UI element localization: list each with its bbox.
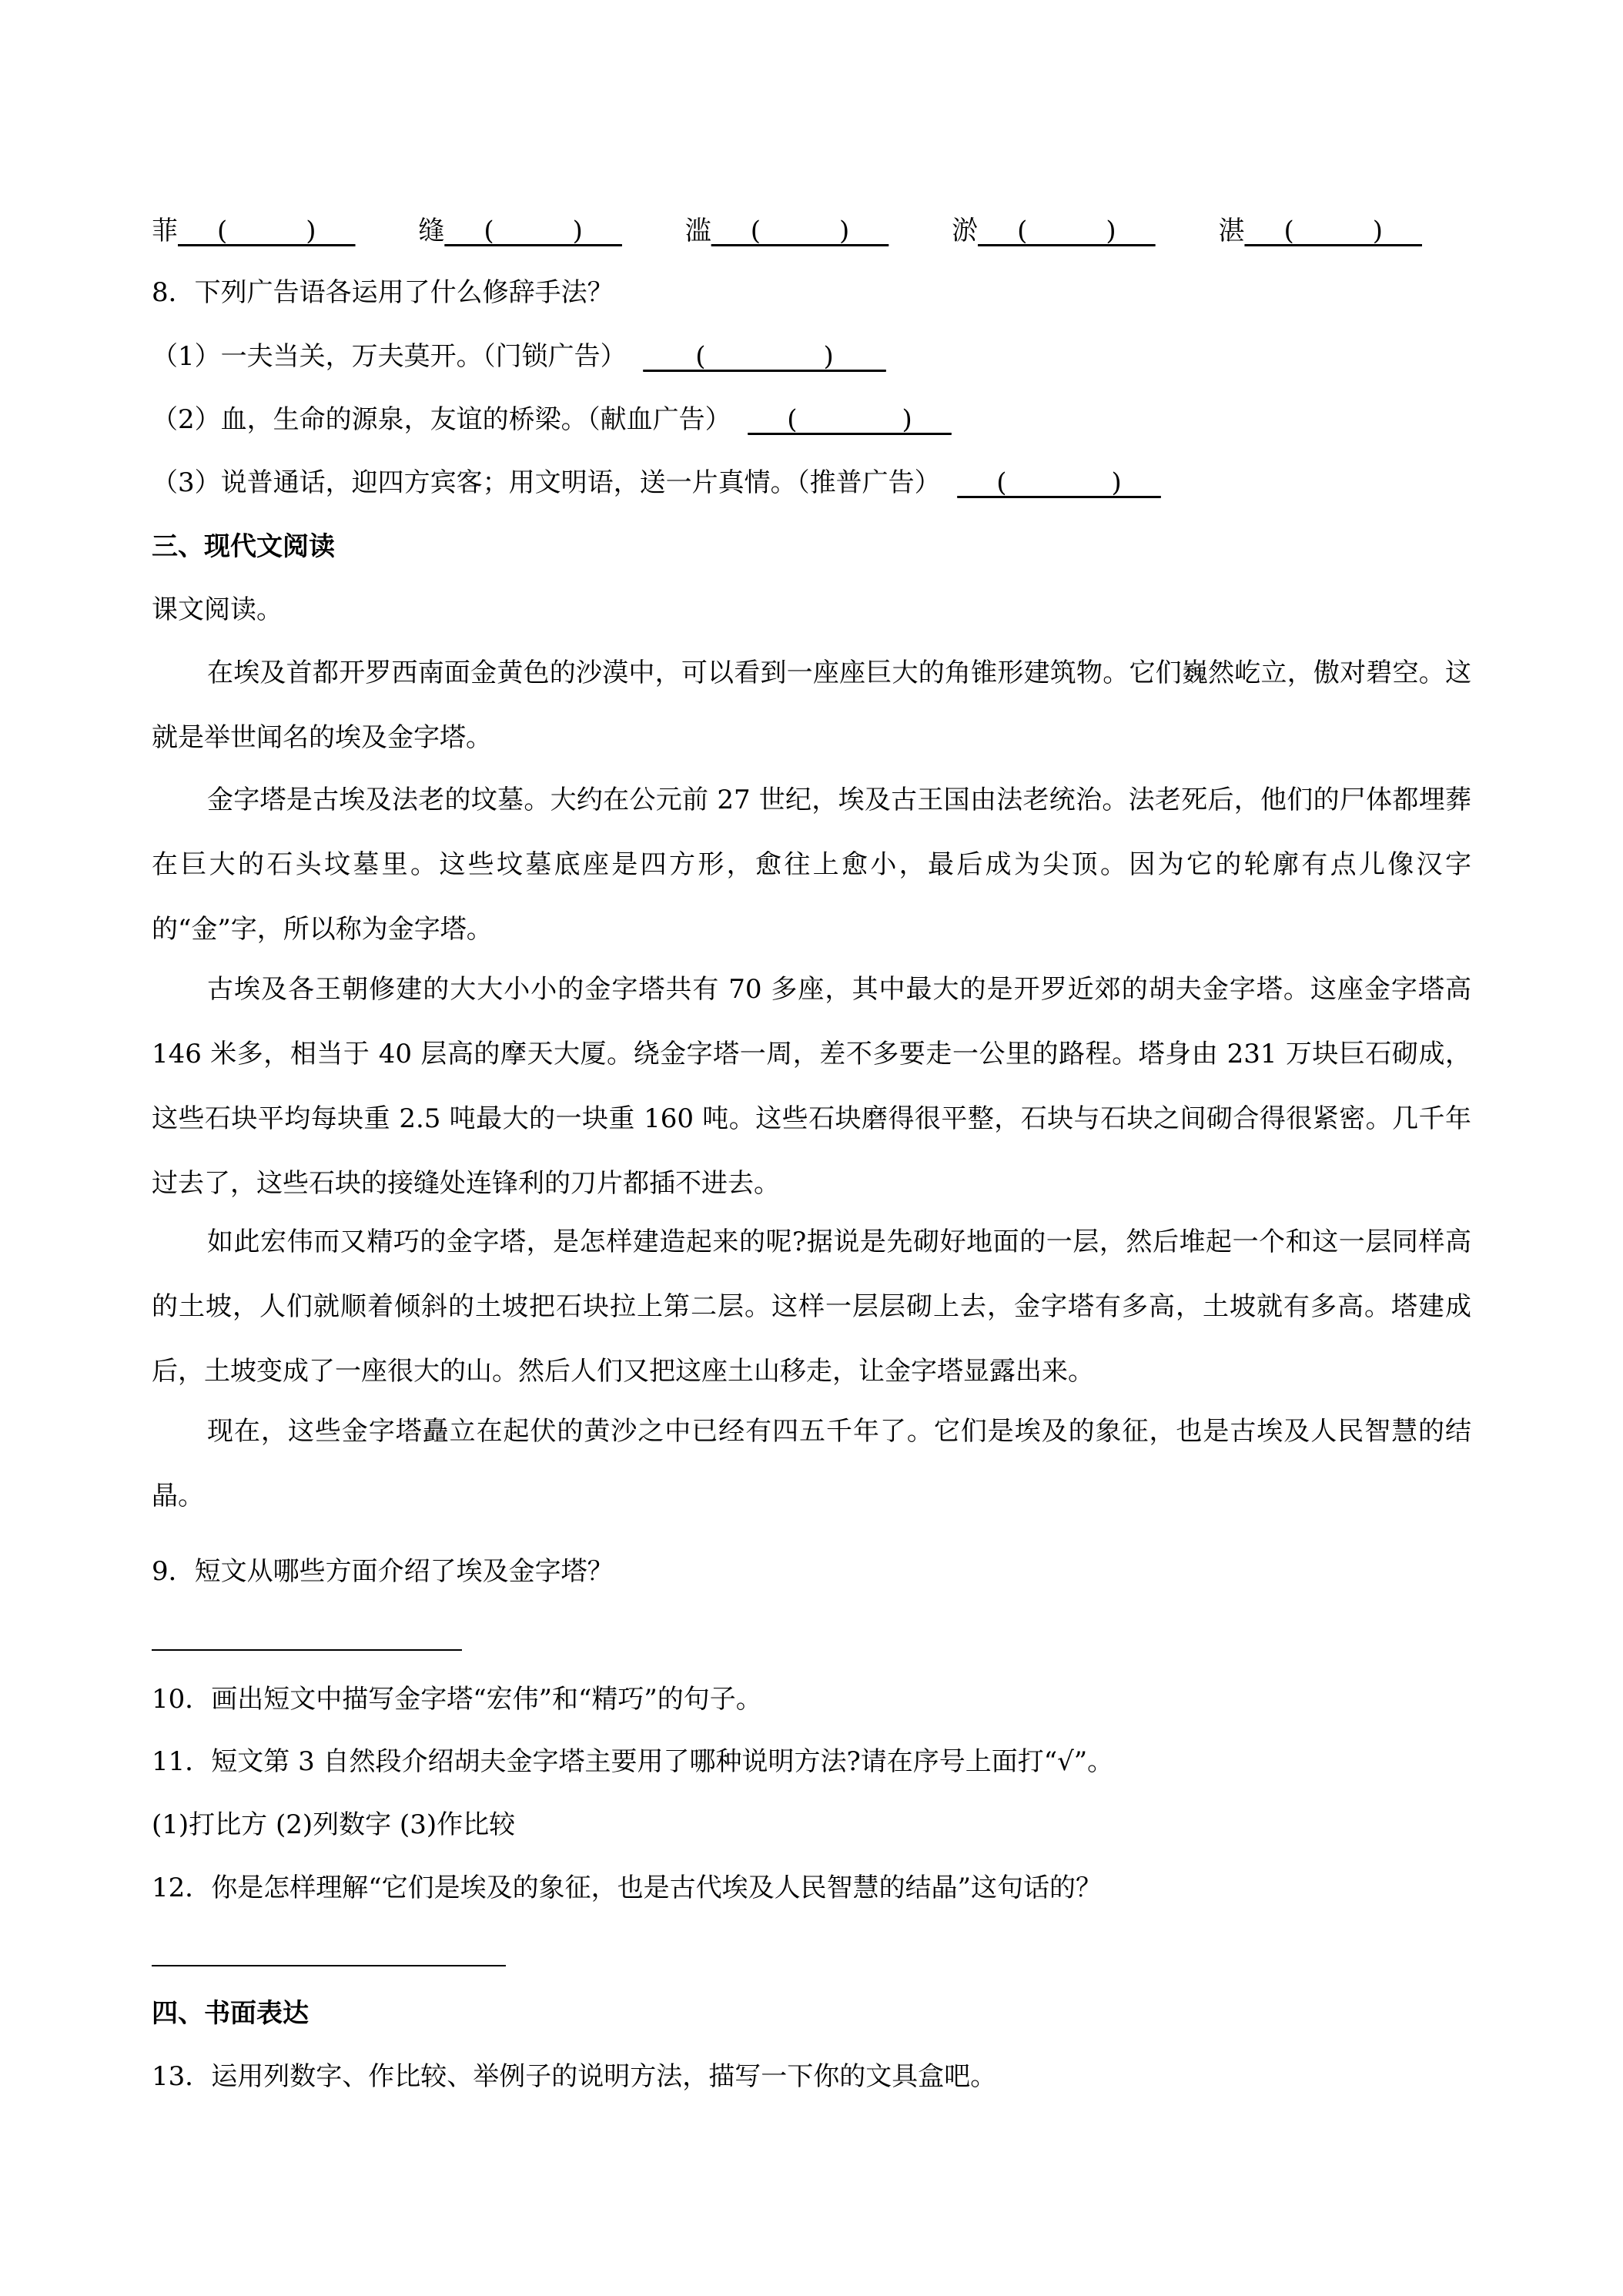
q8-item-text: （3）说普通话，迎四方宾客；用文明语，送一片真情。（推普广告） [152,467,941,498]
question-13: 13．运用列数字、作比较、举例子的说明方法，描写一下你的文具盒吧。 [152,2061,997,2092]
q7-char: 滥 [684,216,711,246]
answer-blank[interactable]: ___(________)___ [957,467,1161,498]
answer-blank[interactable]: ___(______)___ [178,216,356,246]
answer-blank[interactable]: ___(______)___ [444,216,622,246]
answer-line[interactable] [152,1965,506,1966]
question-9: 9．短文从哪些方面介绍了埃及金字塔？ [152,1556,614,1587]
reading-intro: 课文阅读。 [152,594,283,625]
question-11-options[interactable]: (1)打比方 (2)列数字 (3)作比较 [152,1809,516,1840]
question-12: 12．你是怎样理解“它们是埃及的象征，也是古代埃及人民智慧的结晶”这句话的？ [152,1873,1103,1903]
answer-blank[interactable]: ___(______)___ [1244,216,1422,246]
passage-paragraph-2: 金字塔是古埃及法老的坟墓。大约在公元前 27 世纪，埃及古王国由法老统治。法老死后，他们的尸体都埋葬在巨大的石头坟墓里。这些坟墓底座是四方形，愈往上愈小，最后成为尖顶。因为它的轮廓有点儿像汉字的“金”字，所以称为金字塔。 [152,785,1471,945]
q7-item[interactable] [152,214,356,248]
passage-paragraph-5: 现在，这些金字塔矗立在起伏的黄沙之中已经有四五千年了。它们是埃及的象征，也是古埃及人民智慧的结晶。 [152,1416,1471,1511]
question-10: 10．画出短文中描写金字塔“宏伟”和“精巧”的句子。 [152,1684,762,1715]
q7-item[interactable] [952,214,1156,248]
answer-blank[interactable]: ___(______)___ [711,216,889,246]
section-heading: 四、书面表达 [152,1998,309,2029]
q8-item-2 [152,403,1471,437]
q8-item-text: （1）一夫当关，万夫莫开。（门锁广告） [152,341,627,372]
passage-paragraph-4: 如此宏伟而又精巧的金字塔，是怎样建造起来的呢?据说是先砌好地面的一层，然后堆起一个和这一层同样高的土坡，人们就顺着倾斜的土坡把石块拉上第二层。这样一层层砌上去，金字塔有多高，土坡就有多高。塔建成后，土坡变成了一座很大的山。然后人们又把这座土山移走，让金字塔显露出来。 [152,1227,1471,1387]
q8-title: 8．下列广告语各运用了什么修辞手法？ [152,277,614,308]
passage-paragraph-1: 在埃及首都开罗西南面金黄色的沙漠中，可以看到一座座巨大的角锥形建筑物。它们巍然屹立，傲对碧空。这就是举世闻名的埃及金字塔。 [152,658,1471,753]
answer-blank[interactable]: ____(_________)____ [643,341,886,372]
q8-item-text: （2）血，生命的源泉，友谊的桥梁。（献血广告） [152,404,731,435]
q8-item-3 [152,466,1471,500]
q7-item[interactable] [1218,214,1422,248]
q7-char: 湛 [1218,216,1245,246]
section-heading: 三、现代文阅读 [152,531,335,562]
q8-item-1 [152,340,1471,373]
passage-paragraph-3: 古埃及各王朝修建的大大小小的金字塔共有 70 多座，其中最大的是开罗近郊的胡夫金字塔。这座金字塔高 146 米多，相当于 40 层高的摩天大厦。绕金字塔一周，差不多要走一公里的路程。塔身由 231 万块巨石砌成，这些石块平均每块重 2.5 吨最大的一块重 160 吨。这些石块磨得很平整，石块与石块之间砌合得很紧密。几千年过去了，这些石块的接缝处连锋利的刀片都插不进去。 [152,974,1471,1199]
q7-item[interactable] [685,214,889,248]
answer-blank[interactable]: ___(________)___ [748,404,952,435]
question-11: 11．短文第 3 自然段介绍胡夫金字塔主要用了哪种说明方法?请在序号上面打“√”。 [152,1746,1114,1777]
q7-item[interactable] [418,214,622,248]
q7-char: 菲 [152,216,178,246]
q7-blank-row [152,214,1471,248]
answer-blank[interactable]: ___(______)___ [978,216,1156,246]
q7-char: 缝 [418,216,445,246]
q7-char: 淤 [952,216,979,246]
answer-line[interactable] [152,1649,462,1651]
